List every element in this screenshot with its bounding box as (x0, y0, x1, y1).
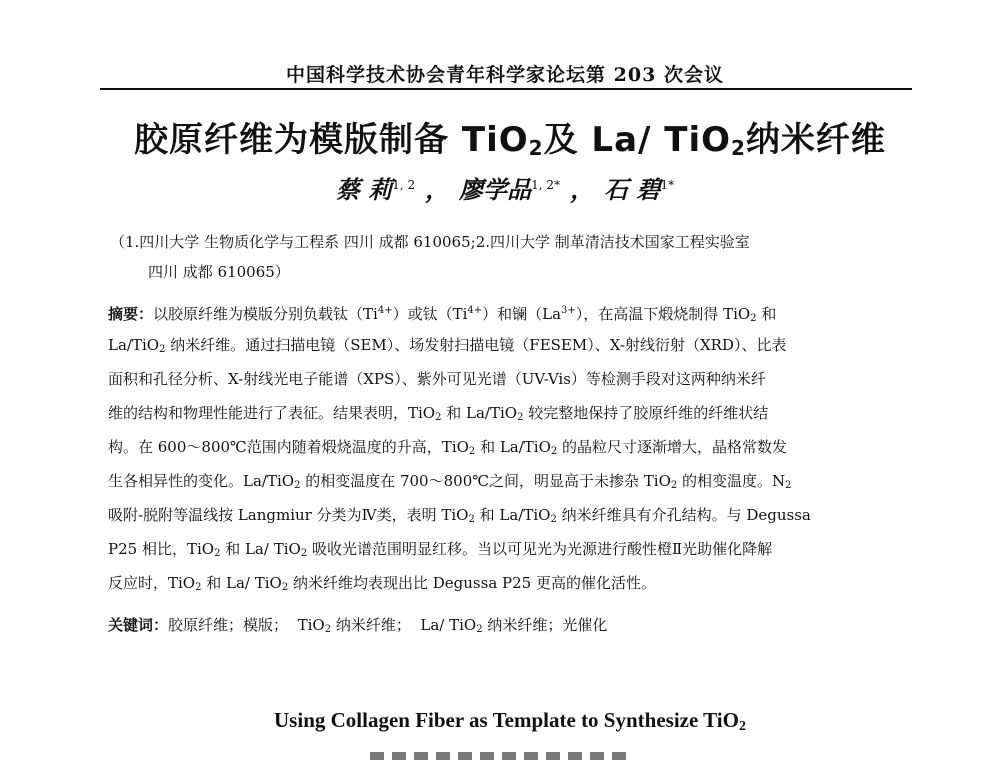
header-rule (100, 88, 912, 90)
subscript: 2 (670, 480, 678, 491)
author-affiliation-mark: 1, 2 (392, 178, 416, 192)
author-list (100, 170, 910, 205)
abstract-line (108, 504, 900, 531)
affiliation-line-2: 四川 成都 610065） (148, 263, 290, 281)
abstract-text: La/TiO (108, 336, 160, 354)
subscript: 2 (738, 719, 746, 734)
abstract-line (108, 334, 900, 361)
title-sub-2: 2 (731, 136, 746, 160)
keyword: La/ TiO (420, 616, 477, 634)
english-title-text: Using Collagen Fiber as Template to Synthesize TiO (274, 708, 739, 732)
abstract-text: 吸收光谱范围明显红移。当以可见光为光源进行酸性橙Ⅱ光助催化降解 (307, 540, 773, 558)
superscript: 3+ (561, 305, 576, 316)
title-part-3: 纳米纤维 (745, 120, 886, 160)
author-affiliation-mark: 1, 2* (531, 178, 561, 192)
abstract-text: 纳米纤维。通过扫描电镜（SEM）、场发射扫描电镜（FESEM）、X-射线衍射（XRD）、比表 (165, 336, 787, 354)
abstract-text: 和 La/TiO (474, 506, 551, 524)
superscript: 4+ (377, 305, 393, 316)
abstract-text: 和 (756, 305, 777, 323)
author-name: 石 碧 (604, 175, 661, 204)
abstract-text: 吸附-脱附等温线按 Langmiur 分类为Ⅳ类，表明 TiO (108, 506, 469, 524)
abstract-line (108, 538, 900, 565)
keyword: 胶原纤维； (168, 616, 244, 634)
abstract-text: ），在高温下煅烧制得 TiO (575, 305, 751, 323)
subscript: 2 (324, 624, 332, 635)
keyword: 光催化 (562, 616, 608, 634)
abstract-text: 和 La/TiO (475, 438, 551, 456)
keywords-label: 关键词： (108, 616, 169, 634)
author-affiliation-mark: 1* (660, 178, 675, 192)
paper-title (80, 112, 940, 161)
subscript: 2 (281, 582, 289, 593)
author-name: 蔡 莉 (335, 175, 393, 204)
english-title (80, 708, 940, 735)
keyword: 纳米纤维； (331, 616, 411, 634)
subscript: 2 (435, 412, 442, 423)
subscript: 2 (476, 624, 483, 635)
subscript: 2 (300, 548, 308, 559)
abstract-line (108, 572, 900, 599)
abstract-text: 维的结构和物理性能进行了表征。结果表明，TiO (108, 404, 436, 422)
subscript: 2 (785, 480, 792, 491)
title-part-1: 胶原纤维为模版制备 TiO (134, 120, 529, 160)
superscript: 4+ (467, 305, 483, 316)
abstract-text: 的晶粒尺寸逐渐增大，晶格常数发 (557, 438, 788, 456)
affiliation-line-1: （1.四川大学 生物质化学与工程系 四川 成都 610065;2.四川大学 制革清洁技术国家工程实验室 (110, 233, 750, 251)
abstract-line (108, 470, 900, 497)
author-name: 廖学品 (459, 175, 532, 204)
author-separator: ， (425, 175, 450, 204)
abstract-text: 的相变温度在 700～800℃之间，明显高于未掺杂 TiO (300, 472, 671, 490)
subscript: 2 (750, 313, 757, 324)
subscript: 2 (195, 582, 202, 593)
subscript: 2 (468, 514, 475, 525)
abstract-text: 纳米纤维均表现出比 Degussa P25 更高的催化活性。 (288, 574, 656, 592)
abstract-line (108, 300, 900, 330)
subscript: 2 (159, 344, 166, 355)
abstract-text: 纳米纤维具有介孔结构。与 Degussa (556, 506, 811, 524)
title-sub-1: 2 (528, 136, 544, 160)
subscript: 2 (517, 412, 524, 423)
keywords-line (108, 614, 900, 641)
subscript: 2 (294, 480, 301, 491)
keyword: TiO (297, 616, 325, 634)
subscript: 2 (468, 446, 476, 457)
abstract-text: 生各相异性的变化。La/TiO (108, 472, 295, 490)
abstract-text: 面积和孔径分析、X-射线光电子能谱（XPS）、紫外可见光谱（UV-Vis）等检测手段对这两种纳米纤 (108, 370, 766, 388)
abstract-text: ）或钛（Ti (392, 305, 468, 323)
abstract-text: 和 La/TiO (441, 404, 518, 422)
abstract-line (108, 368, 900, 390)
conference-header: 中国科学技术协会青年科学家论坛第 203 次会议 (286, 64, 724, 86)
title-part-2: 及 La/ TiO (543, 120, 732, 160)
abstract-text: 较完整地保持了胶原纤维的纤维状结 (523, 404, 769, 422)
abstract-text: 和 La/ TiO (220, 540, 301, 558)
abstract-text: P25 相比，TiO (108, 540, 215, 558)
keyword: 模版； (243, 616, 289, 634)
abstract-text: 和 La/ TiO (201, 574, 282, 592)
subscript: 2 (550, 514, 557, 525)
abstract-line (108, 402, 900, 429)
subscript: 2 (550, 446, 558, 457)
author-separator: ， (570, 175, 595, 204)
abstract-text: ）和镧（La (482, 305, 562, 323)
keyword: 纳米纤维； (482, 616, 563, 634)
abstract-text: 以胶原纤维为模版分别负载钛（Ti (153, 305, 378, 323)
abstract-text: 构。在 600～800℃范围内随着煅烧温度的升高，TiO (108, 438, 469, 456)
abstract-text: 的相变温度。N (677, 472, 786, 490)
abstract-line (108, 436, 900, 463)
abstract-text: 反应时，TiO (108, 574, 196, 592)
cropped-next-line (370, 752, 630, 760)
subscript: 2 (214, 548, 221, 559)
abstract-label: 摘要： (108, 305, 154, 323)
